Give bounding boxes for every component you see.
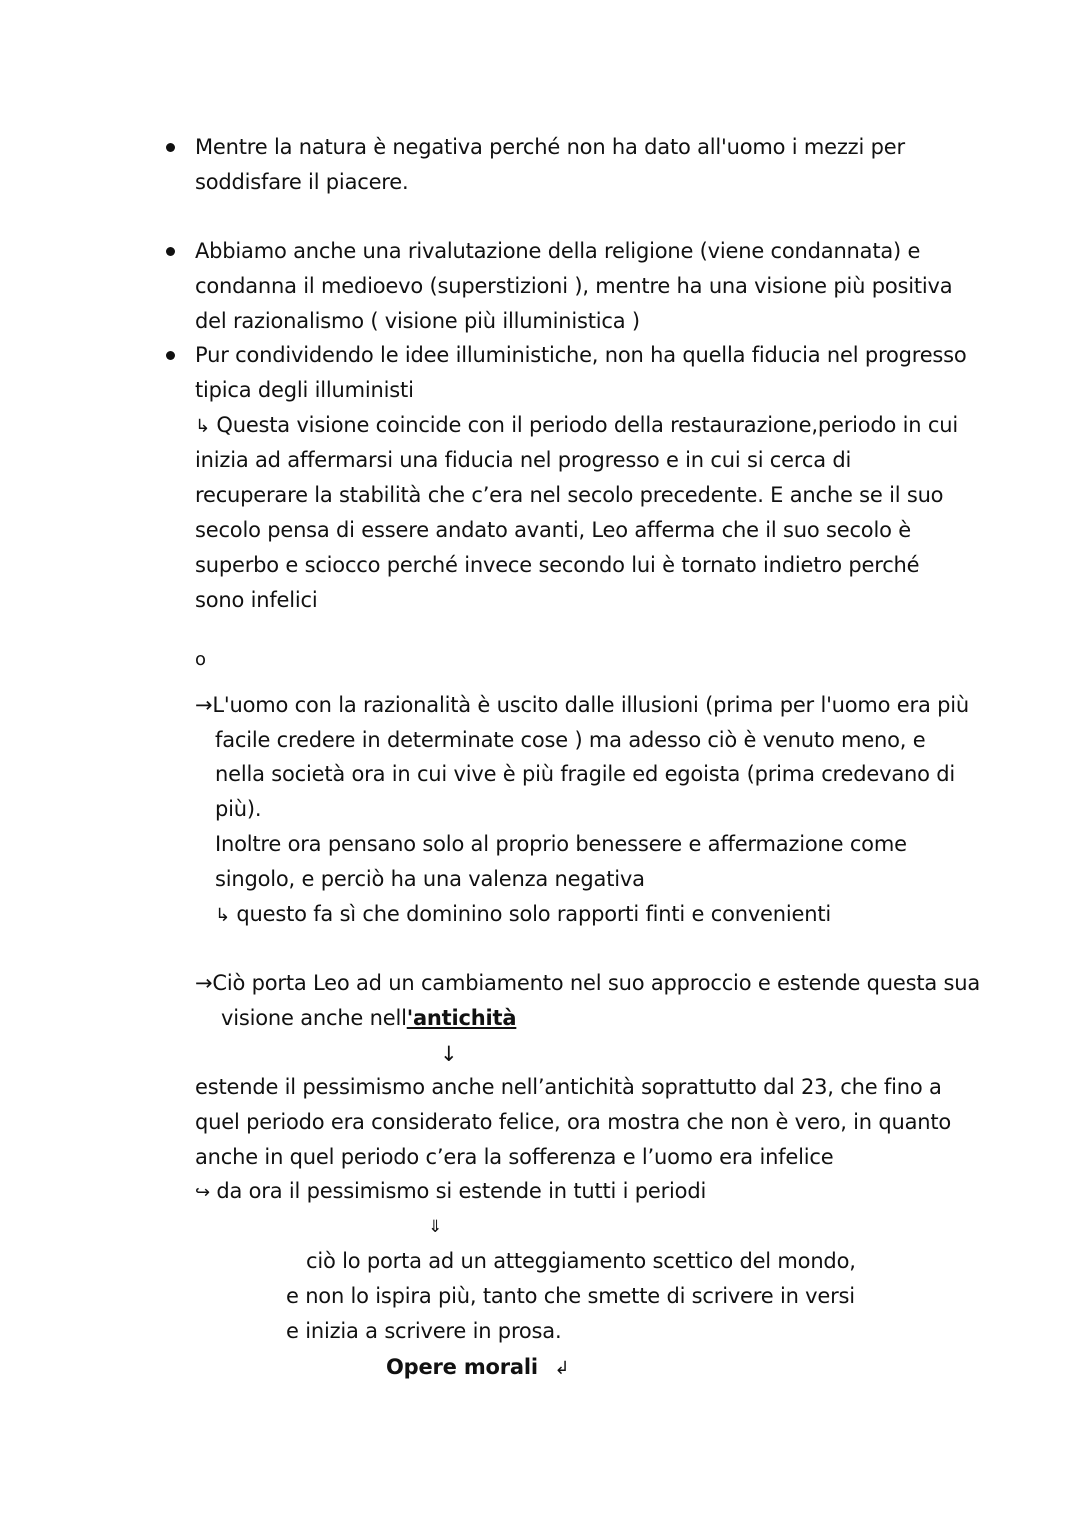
bullet3-line1: Pur condividendo le idee illuministiche, non ha quella fiducia nel progresso	[195, 343, 967, 367]
right-arrow-icon: →	[195, 971, 213, 995]
section2-line1	[195, 969, 980, 997]
section1-text1: L'uomo con la razionalità è uscito dalle illusioni (prima per l'uomo era più	[212, 693, 969, 717]
section2-line3: estende il pessimismo anche nell’antichità soprattutto dal 23, che fino a	[195, 1075, 942, 1099]
bullet2-line2: condanna il medioevo (superstizioni ), mentre ha una visione più positiva	[195, 274, 953, 298]
bullet1-line1: Mentre la natura è negativa perché non ha dato all'uomo i mezzi per	[195, 135, 905, 159]
bullet3-sub-line4: secolo pensa di essere andato avanti, Leo afferma che il suo secolo è	[195, 518, 911, 542]
section2-line9: e inizia a scrivere in prosa.	[286, 1319, 562, 1343]
bullet-point	[166, 247, 175, 256]
section2-text6: da ora il pessimismo si estende in tutti i periodi	[216, 1179, 707, 1203]
section2-line5: anche in quel periodo c’era la sofferenza e l’uomo era infelice	[195, 1145, 834, 1169]
down-arrow-icon: ↓	[440, 1042, 458, 1066]
section1-line6: singolo, e perciò ha una valenza negativa	[215, 867, 645, 891]
bullet2-line3: del razionalismo ( visione più illuministica )	[195, 309, 640, 333]
circle-marker: o	[195, 649, 207, 670]
section1-sub-line	[215, 900, 831, 930]
right-arrow-icon: →	[195, 693, 213, 717]
section1-line5: Inoltre ora pensano solo al proprio benessere e affermazione come	[215, 832, 907, 856]
bullet3-line2: tipica degli illuministi	[195, 378, 414, 402]
hook-arrow-icon: ↪	[195, 1182, 210, 1203]
sub-arrow-icon: ↳	[215, 905, 230, 926]
section1-sub-text: questo fa sì che dominino solo rapporti finti e convenienti	[236, 902, 832, 926]
bullet3-sub-line1	[195, 411, 958, 441]
return-arrow-icon: ↲	[554, 1358, 570, 1379]
section1-line1	[195, 691, 969, 719]
bullet2-line1: Abbiamo anche una rivalutazione della religione (viene condannata) e	[195, 239, 921, 263]
bullet3-sub-text1: Questa visione coincide con il periodo della restaurazione,periodo in cui	[216, 413, 958, 437]
section2-text2: visione anche nell	[221, 1006, 407, 1030]
sub-arrow-icon: ↳	[195, 416, 210, 437]
section1-line3: nella società ora in cui vive è più fragile ed egoista (prima credevano di	[215, 762, 955, 786]
bullet3-sub-line2: inizia ad affermarsi una fiducia nel progresso e in cui si cerca di	[195, 448, 852, 472]
bullet-point	[166, 143, 175, 152]
bullet3-sub-line3: recuperare la stabilità che c’era nel secolo precedente. E anche se il suo	[195, 483, 944, 507]
section2-line7: ciò lo porta ad un atteggiamento scettico del mondo,	[306, 1249, 856, 1273]
bullet-point	[166, 351, 175, 360]
section2-line4: quel periodo era considerato felice, ora mostra che non è vero, in quanto	[195, 1110, 952, 1134]
section2-text1: Ciò porta Leo ad un cambiamento nel suo approccio e estende questa sua	[212, 971, 981, 995]
section1-line2: facile credere in determinate cose ) ma adesso ciò è venuto meno, e	[215, 728, 926, 752]
section2-line8: e non lo ispira più, tanto che smette di scrivere in versi	[286, 1284, 855, 1308]
opere-morali-title	[386, 1353, 569, 1383]
opere-morali-label: Opere morali	[386, 1355, 538, 1379]
section2-line2	[221, 1004, 516, 1032]
bullet3-sub-line5: superbo e sciocco perché invece secondo lui è tornato indietro perché	[195, 553, 920, 577]
bullet1-line2: soddisfare il piacere.	[195, 170, 409, 194]
section1-line4: più).	[215, 797, 262, 821]
double-down-arrow-icon: ⇓	[428, 1217, 443, 1237]
section2-line6	[195, 1177, 706, 1207]
bullet3-sub-line6: sono infelici	[195, 588, 318, 612]
antichita-emphasis: 'antichità	[406, 1006, 517, 1030]
